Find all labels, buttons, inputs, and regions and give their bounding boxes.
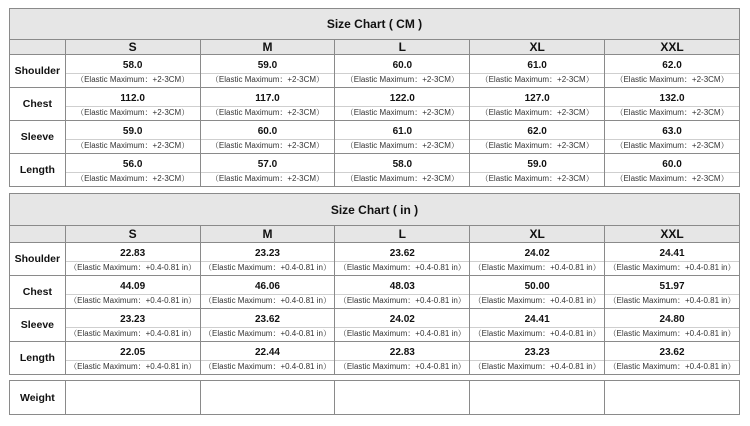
- measure-cell: [470, 154, 605, 187]
- weight-cell: [200, 381, 335, 415]
- measure-row: [10, 55, 740, 88]
- measure-value: 56.0: [122, 159, 143, 170]
- measure-value: 24.80: [659, 314, 685, 325]
- measure-row: [10, 276, 740, 309]
- measure-value: 23.62: [254, 314, 280, 325]
- row-label: Shoulder: [10, 243, 66, 276]
- measure-cell: [65, 88, 200, 121]
- size-header: XXL: [605, 40, 740, 55]
- elastic-note: （Elastic Maximum：+2-3CM）: [201, 172, 335, 185]
- measure-cell: [605, 121, 740, 154]
- measure-value: 117.0: [255, 93, 280, 104]
- elastic-note: （Elastic Maximum：+2-3CM）: [66, 172, 200, 185]
- measure-value: 60.0: [257, 126, 278, 137]
- measure-cell: [335, 121, 470, 154]
- elastic-note: （Elastic Maximum：+0.4-0.81 in）: [605, 327, 739, 340]
- measure-value: 59.0: [122, 126, 143, 137]
- elastic-note: （Elastic Maximum：+0.4-0.81 in）: [66, 327, 200, 340]
- size-header: S: [65, 40, 200, 55]
- measure-value: 60.0: [392, 60, 413, 71]
- elastic-note: （Elastic Maximum：+2-3CM）: [605, 172, 739, 185]
- chart-title: Size Chart ( in ): [10, 194, 740, 226]
- measure-cell: [200, 309, 335, 342]
- row-label: Chest: [10, 88, 66, 121]
- elastic-note: （Elastic Maximum：+2-3CM）: [605, 106, 739, 119]
- measure-cell: [470, 276, 605, 309]
- measure-cell: [65, 276, 200, 309]
- measure-row: [10, 243, 740, 276]
- measure-value: 44.09: [120, 281, 146, 292]
- measure-value: 51.97: [659, 281, 685, 292]
- measure-value: 112.0: [120, 93, 145, 104]
- measure-cell: [200, 276, 335, 309]
- measure-cell: [470, 342, 605, 375]
- measure-value: 23.62: [659, 347, 685, 358]
- elastic-note: （Elastic Maximum：+0.4-0.81 in）: [201, 294, 335, 307]
- measure-value: 62.0: [662, 60, 682, 71]
- elastic-note: （Elastic Maximum：+0.4-0.81 in）: [66, 294, 200, 307]
- measure-value: 48.03: [389, 281, 415, 292]
- size-header: S: [65, 226, 200, 243]
- elastic-note: （Elastic Maximum：+2-3CM）: [470, 172, 604, 185]
- measure-cell: [65, 342, 200, 375]
- row-label-weight: Weight: [10, 381, 66, 415]
- elastic-note: （Elastic Maximum：+0.4-0.81 in）: [605, 261, 739, 274]
- row-label: Chest: [10, 276, 66, 309]
- measure-value: 22.83: [120, 248, 146, 259]
- measure-cell: [335, 243, 470, 276]
- elastic-note: （Elastic Maximum：+2-3CM）: [201, 73, 335, 86]
- elastic-note: （Elastic Maximum：+2-3CM）: [201, 106, 335, 119]
- measure-cell: [200, 342, 335, 375]
- measure-cell: [65, 309, 200, 342]
- row-label: Length: [10, 342, 66, 375]
- measure-row: [10, 121, 740, 154]
- measure-value: 59.0: [527, 159, 547, 170]
- elastic-note: （Elastic Maximum：+0.4-0.81 in）: [66, 261, 200, 274]
- measure-row: [10, 309, 740, 342]
- chart-title: Size Chart ( CM ): [10, 9, 740, 40]
- elastic-note: （Elastic Maximum：+2-3CM）: [335, 139, 469, 152]
- measure-value: 22.05: [120, 347, 146, 358]
- elastic-note: （Elastic Maximum：+2-3CM）: [470, 106, 604, 119]
- elastic-note: （Elastic Maximum：+0.4-0.81 in）: [335, 360, 469, 373]
- elastic-note: （Elastic Maximum：+2-3CM）: [66, 139, 200, 152]
- elastic-note: （Elastic Maximum：+0.4-0.81 in）: [335, 327, 469, 340]
- measure-cell: [65, 243, 200, 276]
- measure-value: 58.0: [392, 159, 413, 170]
- measure-cell: [605, 276, 740, 309]
- measure-value: 122.0: [389, 93, 415, 104]
- measure-row: [10, 88, 740, 121]
- measure-cell: [200, 88, 335, 121]
- elastic-note: （Elastic Maximum：+0.4-0.81 in）: [605, 294, 739, 307]
- measure-cell: [605, 88, 740, 121]
- measure-cell: [605, 55, 740, 88]
- measure-cell: [335, 309, 470, 342]
- size-header: L: [335, 40, 470, 55]
- measure-cell: [335, 342, 470, 375]
- elastic-note: （Elastic Maximum：+2-3CM）: [201, 139, 335, 152]
- elastic-note: （Elastic Maximum：+0.4-0.81 in）: [201, 261, 335, 274]
- measure-cell: [335, 154, 470, 187]
- measure-cell: [605, 154, 740, 187]
- elastic-note: （Elastic Maximum：+2-3CM）: [605, 139, 739, 152]
- measure-cell: [65, 55, 200, 88]
- elastic-note: （Elastic Maximum：+2-3CM）: [470, 139, 604, 152]
- row-label: Sleeve: [10, 309, 66, 342]
- measure-cell: [470, 55, 605, 88]
- elastic-note: （Elastic Maximum：+0.4-0.81 in）: [335, 294, 469, 307]
- header-corner: [10, 226, 66, 243]
- measure-value: 132.0: [659, 93, 685, 104]
- weight-cell: [605, 381, 740, 415]
- size-header: XL: [470, 226, 605, 243]
- elastic-note: （Elastic Maximum：+2-3CM）: [66, 73, 200, 86]
- measure-cell: [605, 342, 740, 375]
- measure-value: 127.0: [524, 93, 550, 104]
- elastic-note: （Elastic Maximum：+0.4-0.81 in）: [470, 294, 604, 307]
- size-header: M: [200, 226, 335, 243]
- measure-cell: [200, 121, 335, 154]
- measure-value: 60.0: [662, 159, 682, 170]
- measure-value: 50.00: [524, 281, 550, 292]
- measure-value: 22.83: [389, 347, 415, 358]
- row-label: Length: [10, 154, 66, 187]
- measure-value: 61.0: [392, 126, 413, 137]
- elastic-note: （Elastic Maximum：+0.4-0.81 in）: [470, 327, 604, 340]
- measure-cell: [470, 121, 605, 154]
- size-header: XXL: [605, 226, 740, 243]
- elastic-note: （Elastic Maximum：+2-3CM）: [66, 106, 200, 119]
- measure-cell: [605, 243, 740, 276]
- measure-value: 63.0: [662, 126, 682, 137]
- elastic-note: （Elastic Maximum：+2-3CM）: [605, 73, 739, 86]
- measure-cell: [200, 154, 335, 187]
- elastic-note: （Elastic Maximum：+0.4-0.81 in）: [605, 360, 739, 373]
- elastic-note: （Elastic Maximum：+0.4-0.81 in）: [201, 360, 335, 373]
- elastic-note: （Elastic Maximum：+2-3CM）: [335, 172, 469, 185]
- size-header: L: [335, 226, 470, 243]
- measure-value: 24.41: [524, 314, 550, 325]
- measure-cell: [335, 276, 470, 309]
- measure-value: 59.0: [257, 60, 278, 71]
- measure-value: 24.02: [389, 314, 415, 325]
- measure-value: 23.23: [254, 248, 280, 259]
- measure-value: 61.0: [527, 60, 547, 71]
- measure-value: 62.0: [527, 126, 547, 137]
- weight-cell: [470, 381, 605, 415]
- elastic-note: （Elastic Maximum：+2-3CM）: [335, 106, 469, 119]
- measure-cell: [65, 154, 200, 187]
- elastic-note: （Elastic Maximum：+0.4-0.81 in）: [470, 261, 604, 274]
- elastic-note: （Elastic Maximum：+0.4-0.81 in）: [66, 360, 200, 373]
- weight-table: [9, 380, 740, 415]
- weight-cell: [65, 381, 200, 415]
- measure-cell: [605, 309, 740, 342]
- elastic-note: （Elastic Maximum：+2-3CM）: [470, 73, 604, 86]
- measure-cell: [470, 88, 605, 121]
- size-header: XL: [470, 40, 605, 55]
- measure-row: [10, 342, 740, 375]
- elastic-note: （Elastic Maximum：+0.4-0.81 in）: [201, 327, 335, 340]
- measure-value: 24.41: [659, 248, 685, 259]
- size-chart-cm: [9, 8, 740, 187]
- measure-cell: [470, 309, 605, 342]
- size-chart-in: [9, 193, 740, 375]
- weight-cell: [335, 381, 470, 415]
- size-header: M: [200, 40, 335, 55]
- measure-row: [10, 154, 740, 187]
- elastic-note: （Elastic Maximum：+2-3CM）: [335, 73, 469, 86]
- measure-value: 23.62: [389, 248, 415, 259]
- measure-cell: [200, 55, 335, 88]
- measure-value: 22.44: [254, 347, 280, 358]
- header-corner: [10, 40, 66, 55]
- measure-value: 58.0: [122, 60, 143, 71]
- measure-cell: [335, 88, 470, 121]
- measure-cell: [470, 243, 605, 276]
- row-label: Shoulder: [10, 55, 66, 88]
- elastic-note: （Elastic Maximum：+0.4-0.81 in）: [470, 360, 604, 373]
- measure-value: 23.23: [120, 314, 146, 325]
- measure-cell: [335, 55, 470, 88]
- row-label: Sleeve: [10, 121, 66, 154]
- measure-cell: [65, 121, 200, 154]
- measure-value: 46.06: [254, 281, 280, 292]
- measure-value: 57.0: [257, 159, 278, 170]
- measure-cell: [200, 243, 335, 276]
- elastic-note: （Elastic Maximum：+0.4-0.81 in）: [335, 261, 469, 274]
- measure-value: 23.23: [524, 347, 550, 358]
- measure-value: 24.02: [524, 248, 550, 259]
